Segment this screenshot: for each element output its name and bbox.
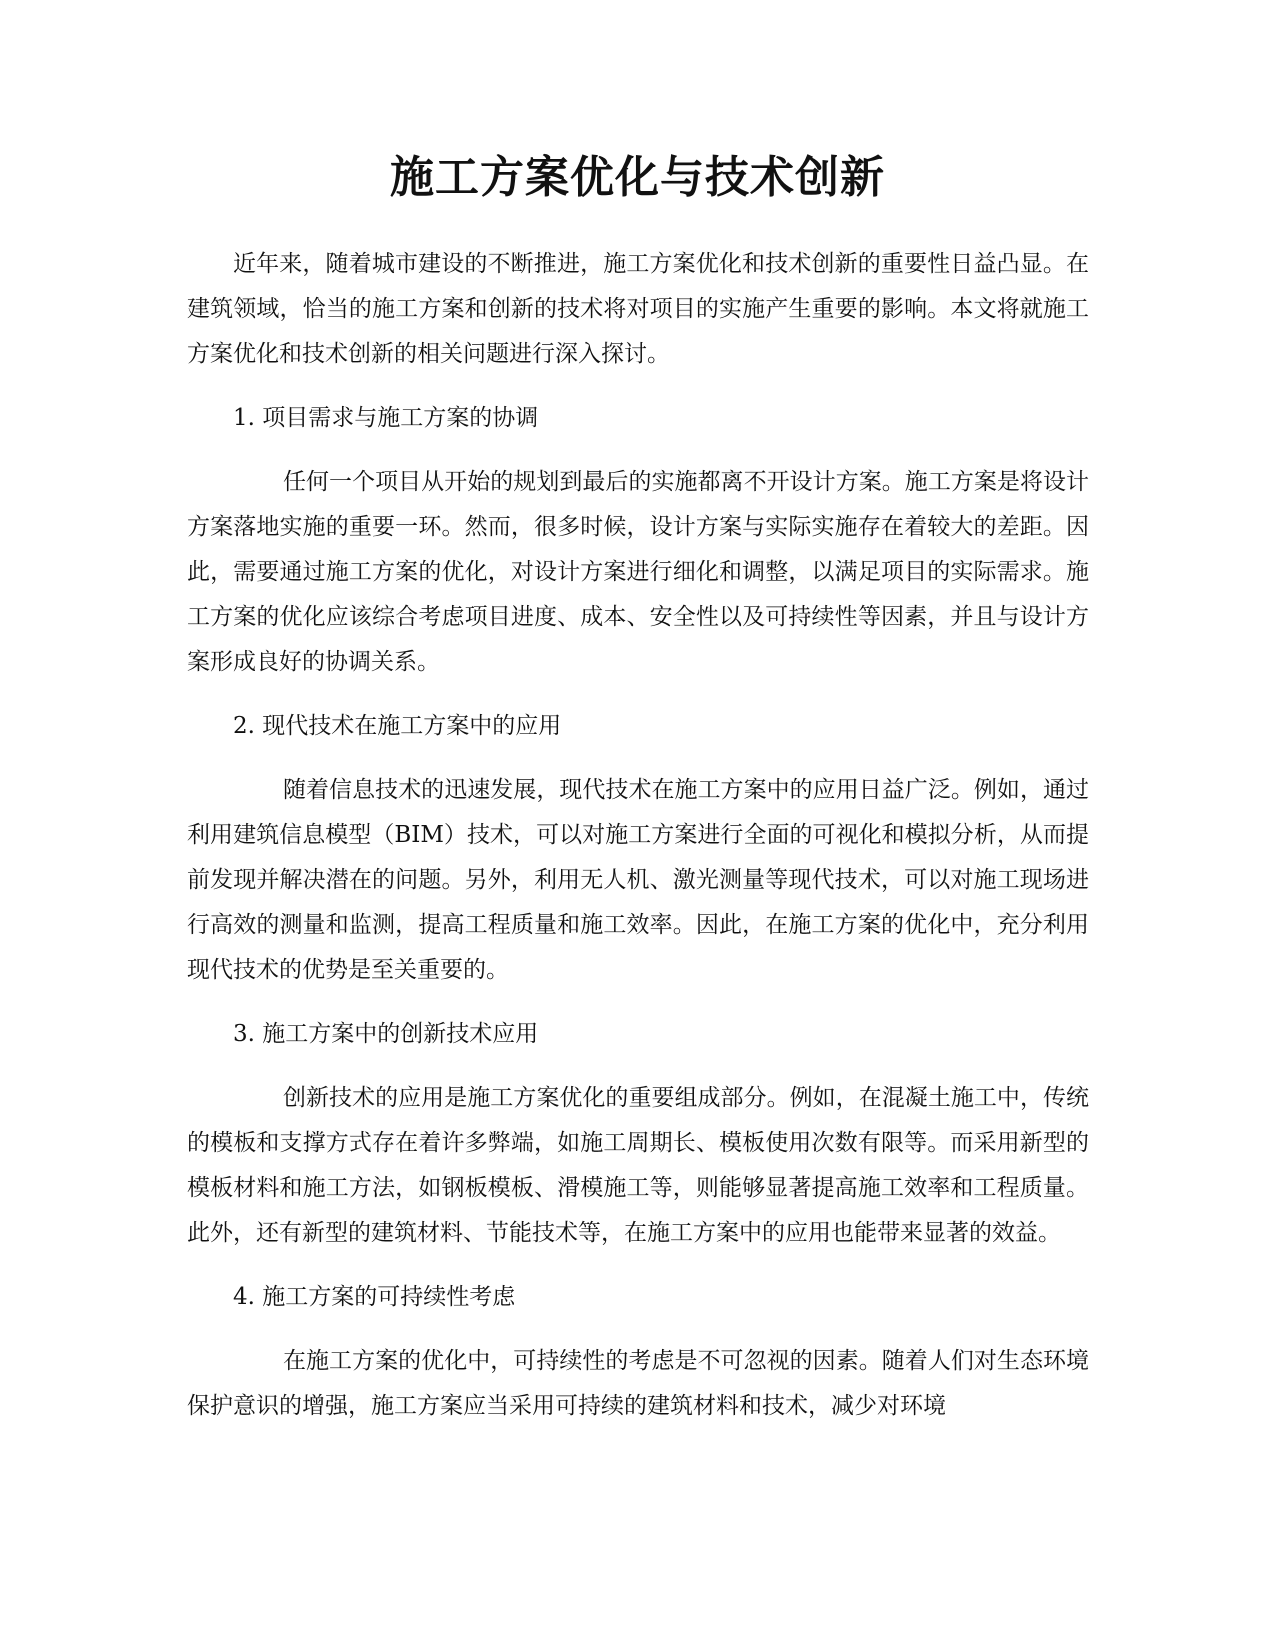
section-heading-2: 2. 现代技术在施工方案中的应用 [233,713,562,739]
section-heading-3: 3. 施工方案中的创新技术应用 [233,1021,539,1047]
document-body [187,242,1089,1448]
section-paragraph-2: 随着信息技术的迅速发展，现代技术在施工方案中的应用日益广泛。例如，通过利用建筑信息模型（BIM）技术，可以对施工方案进行全面的可视化和模拟分析，从而提前发现并解决潜在的问题。另外，利用无人机、激光测量等现代技术，可以对施工现场进行高效的测量和监测，提高工程质量和施工效率。因此，在施工方案的优化中，充分利用现代技术的优势是至关重要的。 [187,777,1089,983]
intro-paragraph: 近年来，随着城市建设的不断推进，施工方案优化和技术创新的重要性日益凸显。在建筑领域，恰当的施工方案和创新的技术将对项目的实施产生重要的影响。本文将就施工方案优化和技术创新的相关问题进行深入探讨。 [187,251,1089,367]
section-paragraph-3: 创新技术的应用是施工方案优化的重要组成部分。例如，在混凝土施工中，传统的模板和支撑方式存在着许多弊端，如施工周期长、模板使用次数有限等。而采用新型的模板材料和施工方法，如钢板模板、滑模施工等，则能够显著提高施工效率和工程质量。此外，还有新型的建筑材料、节能技术等，在施工方案中的应用也能带来显著的效益。 [187,1085,1089,1246]
section-heading-4: 4. 施工方案的可持续性考虑 [233,1284,516,1310]
document-title: 施工方案优化与技术创新 [390,152,885,203]
section-heading-1: 1. 项目需求与施工方案的协调 [233,405,539,431]
section-paragraph-1: 任何一个项目从开始的规划到最后的实施都离不开设计方案。施工方案是将设计方案落地实施的重要一环。然而，很多时候，设计方案与实际实施存在着较大的差距。因此，需要通过施工方案的优化，对设计方案进行细化和调整，以满足项目的实际需求。施工方案的优化应该综合考虑项目进度、成本、安全性以及可持续性等因素，并且与设计方案形成良好的协调关系。 [187,469,1089,675]
section-paragraph-4: 在施工方案的优化中，可持续性的考虑是不可忽视的因素。随着人们对生态环境保护意识的增强，施工方案应当采用可持续的建筑材料和技术，减少对环境 [187,1348,1089,1419]
